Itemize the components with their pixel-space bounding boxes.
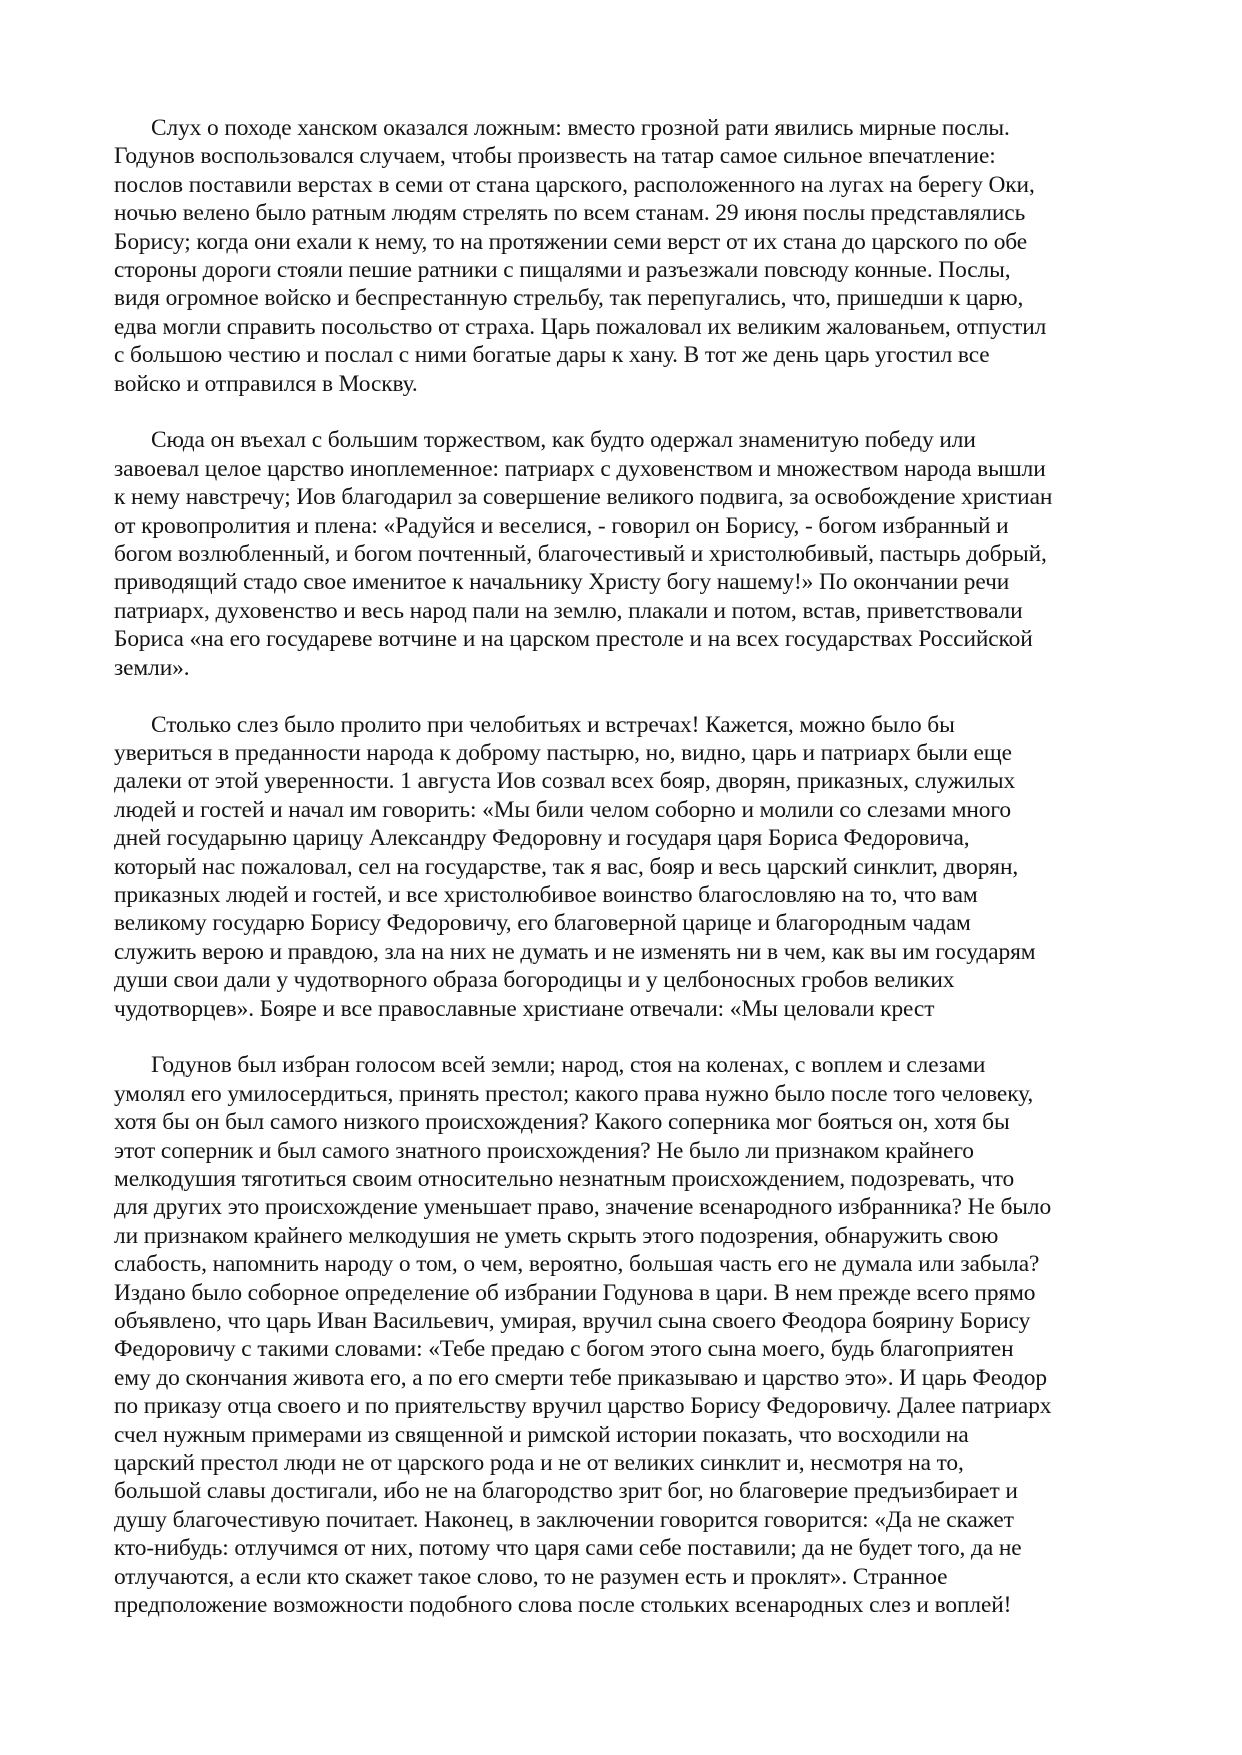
paragraph-khan-envoys: Слух о походе ханском оказался ложным: вместо грозной рати явились мирные послы. Годунов воспользовался случаем, чтобы произвесть на татар самое сильное впечатление: послов поставили верстах в семи от стана царского, расположенного на лугах на берегу Оки, ночью велено было ратным людям стрелять по всем станам. 29 июня послы представлялись Борису; когда они ехали к нему, то на протяжении семи верст от их стана до царского по обе стороны дороги стояли пешие ратники с пищалями и разъезжали повсюду конные. Послы, видя огромное войско и беспрестанную стрельбу, так перепугались, что, пришедши к царю, едва могли справить посольство от страха. Царь пожаловал их великим жалованьем, отпустил с большою честию и послал с ними богатые дары к хану. В тот же день царь угостил все войско и отправился в Москву. (114, 115, 1047, 397)
document-page (114, 114, 1134, 1648)
paragraph-election-decree: Годунов был избран голосом всей земли; народ, стоя на коленах, с воплем и слезами умолял его умилосердиться, принять престол; какого права нужно было после того человеку, хотя бы он был самого низкого происхождения? Какого соперника мог бояться он, хотя бы этот соперник и был самого знатного происхождения? Не было ли признаком крайнего мелкодушия тяготиться своим относительно незнатным происхождением, подозревать, что для других это происхождение уменьшает право, значение всенародного избранника? Не было ли признаком крайнего мелкодушия не уметь скрыть этого подозрения, обнаружить свою слабость, напомнить народу о том, о чем, вероятно, большая часть его не думала или забыла? Издано было соборное определение об избрании Годунова в цари. В нем прежде всего прямо объявлено, что царь Иван Васильевич, умирая, вручил сына своего Феодора боярину Борису Федоровичу с такими словами: «Тебе предаю с богом этого сына моего, будь благоприятен ему до скончания живота его, а по его смерти тебе приказываю и царство это». И царь Феодор по приказу отца своего и по приятельству вручил царство Борису Федоровичу. Далее патриарх счел нужным примерами из священной и римской истории показать, что восходили на царский престол люди не от царского рода и не от великих синклит и, несмотря на то, большой славы достигали, ибо не на благородство зрит бог, но благоверие предъизбирает и душу благочестивую почитает. Наконец, в заключении говорится говорится: «Да не скажет кто-нибудь: отлучимся от них, потому что царя сами себе поставили; да не будет того, да не отлучаются, а если кто скажет такое слово, то не разумен есть и проклят». Странное предположение возможности подобного слова после стольких всенародных слез и воплей! (114, 1052, 1052, 1619)
paragraph-moscow-entry: Сюда он въехал с большим торжеством, как будто одержал знаменитую победу или завоевал целое царство иноплеменное: патриарх с духовенством и множеством народа вышли к нему навстречу; Иов благодарил за совершение великого подвига, за освобождение христиан от кровопролития и плена: «Радуйся и веселися, - говорил он Борису, - богом избранный и богом возлюбленный, и богом почтенный, благочестивый и христолюбивый, пастырь добрый, приводящий стадо свое именитое к начальнику Христу богу нашему!» По окончании речи патриарх, духовенство и весь народ пали на землю, плакали и потом, встав, приветствовали Бориса «на его государеве вотчине и на царском престоле и на всех государствах Российской земли». (114, 427, 1053, 681)
paragraph-oath: Столько слез было пролито при челобитьях и встречах! Кажется, можно было бы увериться в преданности народа к доброму пастырю, но, видно, царь и патриарх были еще далеки от этой уверенности. 1 августа Иов созвал всех бояр, дворян, приказных, служилых людей и гостей и начал им говорить: «Мы били челом соборно и молили со слезами много дней государыню царицу Александру Федоровну и государя царя Бориса Федоровича, который нас пожаловал, сел на государстве, так я вас, бояр и весь царский синклит, дворян, приказных людей и гостей, и все христолюбивое воинство благословляю на то, что вам великому государю Борису Федоровичу, его благоверной царице и благородным чадам служить верою и правдою, зла на них не думать и не изменять ни в чем, как вы им государям души свои дали у чудотворного образа богородицы и у целбоносных гробов великих чудотворцев». Бояре и все православные христиане отвечали: «Мы целовали крест (114, 711, 1036, 1022)
